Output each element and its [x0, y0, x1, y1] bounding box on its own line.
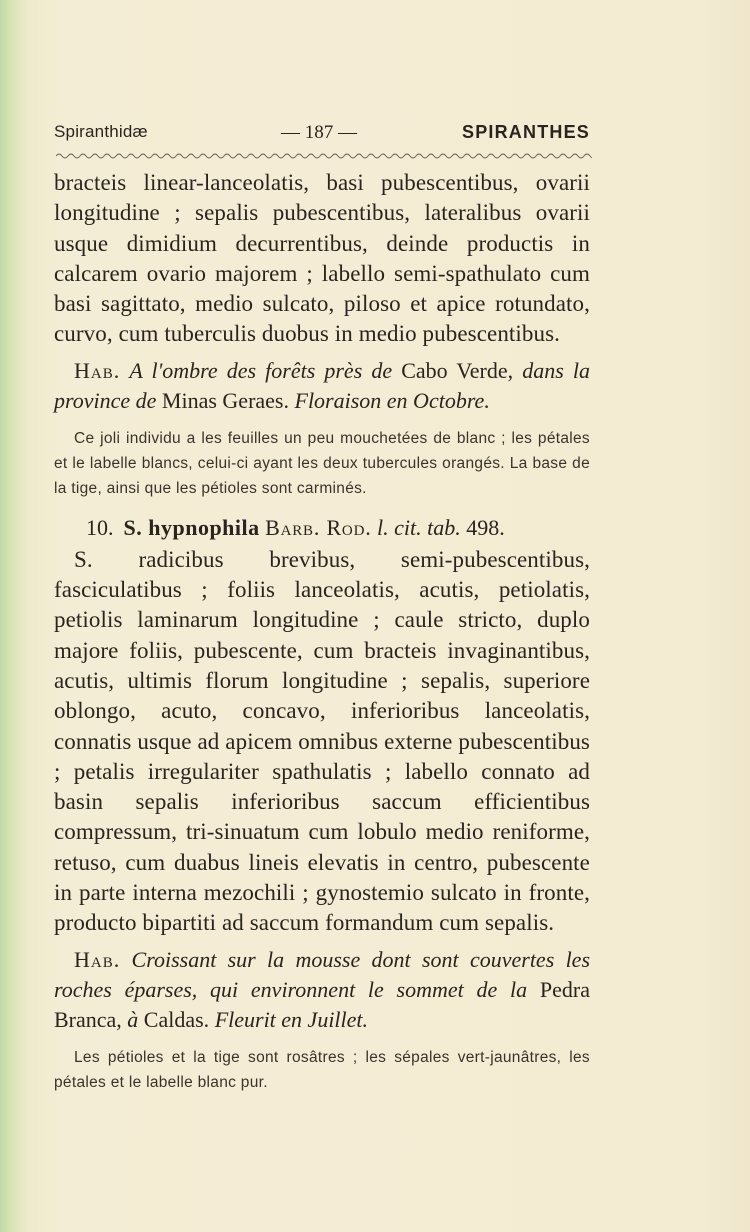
running-head-right: SPIRANTHES [461, 122, 590, 142]
habitat-text-a: A l'ombre des forêts près de [129, 357, 393, 383]
page-header [54, 122, 590, 150]
habitat-paragraph-2 [54, 945, 590, 1035]
running-head-left: Spiranthidæ [54, 122, 148, 141]
species-heading [54, 511, 590, 545]
note-paragraph-2: Les pétioles et la tige sont rosâtres ; les sépales vert-jaunâtres, les pétales et le labelle blanc pur. [54, 1048, 590, 1091]
page-number: — 187 — [281, 122, 357, 143]
habitat-place-b: Minas Geraes. [161, 387, 289, 413]
habitat-place-a: Cabo Verde, [401, 357, 514, 383]
species-name: S. hypnophila [123, 514, 260, 540]
decorative-wavy-rule [56, 148, 592, 160]
habitat-paragraph-1 [54, 356, 590, 416]
habitat-place-a: Pedra Branca, [54, 976, 590, 1032]
species-number: 10. [86, 514, 114, 540]
habitat-label: Hab. [74, 946, 121, 972]
species-authority: Barb. Rod. [265, 514, 372, 540]
page-body [54, 168, 590, 1095]
description-paragraph-2: S. radicibus brevibus, semi-pubescentibus, fasciculatibus ; foliis lanceolatis, acutis, petiolatis, petiolis laminarum longitudine ; caule stricto, duplo majore foliis, pubescente, cum bracteis invaginantibus, acutis, ultimis florum longitudine ; sepalis, superiore oblongo, acuto, concavo, inferioribus lanceolatis, connatis usque ad apicem omnibus externe pubescentibus ; petalis irregulariter spathulatis ; labello connato ad basin sepalis inferioribus saccum efficientibus compressum, tri-sinuatum cum lobulo medio reniforme, retuso, cum duabus lineis elevatis in centro, pubescente in parte interna mezochili ; gynostemio sulcato in fronte, producto bipartiti ad saccum formandum cum sepalis. [54, 546, 590, 936]
habitat-label: Hab. [74, 357, 121, 383]
habitat-text-c: Fleurit en Juillet. [214, 1006, 369, 1032]
habitat-text-c: Floraison en Octobre. [294, 387, 490, 413]
habitat-text-b: dans la province de [54, 357, 590, 413]
note-paragraph-1: Ce joli individu a les feuilles un peu mouchetées de blanc ; les pétales et le labelle blancs, celui-ci ayant les deux tubercules orangés. La base de la tige, ainsi que les pétioles sont carminés. [54, 429, 590, 497]
habitat-text-a: Croissant sur la mousse dont sont couvertes les roches éparses, qui environnent le sommet de la [54, 946, 591, 1002]
species-citation: l. cit. tab. [377, 514, 461, 540]
species-plate: 498. [466, 514, 505, 540]
description-paragraph-1: bracteis linear-lanceolatis, basi pubescentibus, ovarii longitudine ; sepalis pubescentibus, lateralibus ovarii usque dimidium decurrentibus, deinde productis in calcarem ovario majorem ; labello semi-spathulato cum basi sagittato, medio sulcato, piloso et apice rotundato, curvo, cum tuberculis duobus in medio pubescentibus. [54, 170, 590, 347]
habitat-place-b: Caldas. [143, 1006, 210, 1032]
habitat-text-b: à [127, 1006, 139, 1032]
